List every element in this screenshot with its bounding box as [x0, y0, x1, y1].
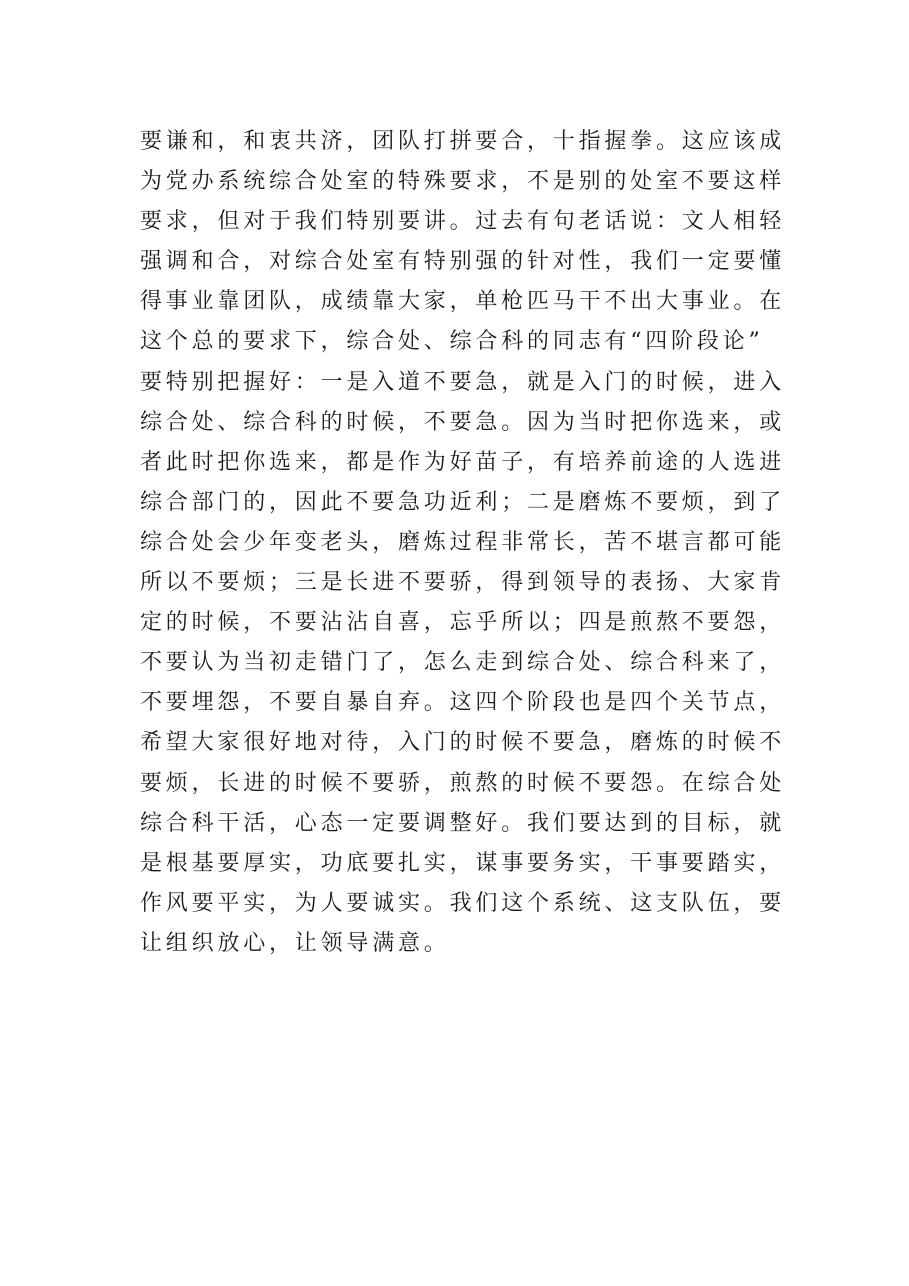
text-line: 要谦和，和衷共济，团队打拼要合，十指握拳。这应该成 [140, 129, 786, 154]
text-line: 不要认为当初走错门了，怎么走到综合处、综合科来了， [140, 650, 786, 676]
text-line: 是根基要厚实，功底要扎实，谋事要务实，干事要踏实， [140, 850, 786, 876]
text-line: 希望大家很好地对待，入门的时候不要急，磨炼的时候不 [140, 730, 786, 756]
text-line: 综合科干活，心态一定要调整好。我们要达到的目标，就 [140, 810, 786, 836]
text-line: 定的时候，不要沾沾自喜，忘乎所以；四是煎熬不要怨， [140, 610, 786, 636]
body-text [140, 122, 786, 964]
text-line: 综合部门的，因此不要急功近利；二是磨炼不要烦，到了 [140, 489, 786, 515]
text-line: 者此时把你选来，都是作为好苗子，有培养前途的人选进 [140, 449, 786, 475]
text-line: 不要埋怨，不要自暴自弃。这四个阶段也是四个关节点， [140, 690, 786, 716]
text-line: 为党办系统综合处室的特殊要求，不是别的处室不要这样 [140, 169, 786, 195]
text-line: 这个总的要求下，综合处、综合科的同志有“四阶段论” [140, 329, 764, 355]
text-line: 综合处、综合科的时候，不要急。因为当时把你选来，或 [140, 409, 786, 435]
text-line: 让组织放心，让领导满意。 [140, 930, 450, 956]
text-line: 要求，但对于我们特别要讲。过去有句老话说：文人相轻 [140, 209, 786, 235]
text-line: 综合处会少年变老头，磨炼过程非常长，苦不堪言都可能 [140, 529, 786, 555]
text-line: 要烦，长进的时候不要骄，煎熬的时候不要怨。在综合处 [140, 770, 786, 796]
text-line: 所以不要烦；三是长进不要骄，得到领导的表扬、大家肯 [140, 570, 786, 596]
text-line: 得事业靠团队，成绩靠大家，单枪匹马干不出大事业。在 [140, 289, 786, 315]
text-line: 强调和合，对综合处室有特别强的针对性，我们一定要懂 [140, 249, 786, 275]
text-line: 作风要平实，为人要诚实。我们这个系统、这支队伍，要 [140, 890, 786, 916]
text-line: 要特别把握好：一是入道不要急，就是入门的时候，进入 [140, 369, 786, 395]
